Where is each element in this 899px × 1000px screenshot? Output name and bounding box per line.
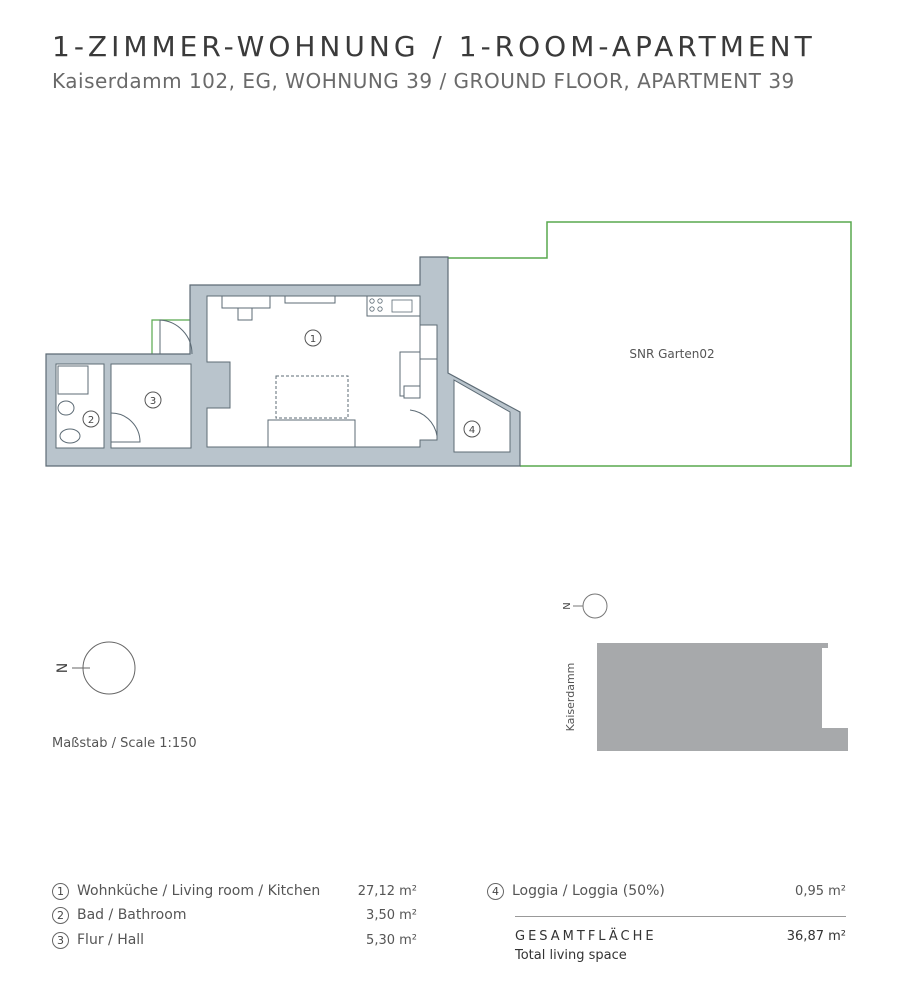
rug (276, 376, 348, 418)
legend-item (487, 883, 665, 900)
tv-unit (268, 420, 355, 447)
legend-area: 3,50 m² (366, 908, 417, 923)
garden-outline-left (152, 320, 190, 354)
legend-divider (515, 916, 846, 917)
legend-area: 5,30 m² (366, 933, 417, 948)
north-label: N (55, 662, 71, 674)
total-value: 36,87 m² (786, 929, 846, 944)
sideboard (222, 296, 270, 308)
washbasin (58, 401, 74, 415)
legend-number: 2 (52, 907, 69, 924)
legend-area: 27,12 m² (357, 884, 417, 899)
north-arrow (72, 642, 135, 694)
legend-label: Wohnküche / Living room / Kitchen (77, 883, 321, 899)
north-arrow-small (573, 594, 607, 618)
north-label-small: N (562, 602, 573, 610)
legend-number: 4 (487, 883, 504, 900)
page-title: 1-ZIMMER-WOHNUNG / 1-ROOM-APARTMENT (52, 30, 816, 63)
legend-label: Bad / Bathroom (77, 907, 187, 923)
legend-item (52, 883, 320, 900)
site-building (597, 643, 848, 751)
legend-item (52, 932, 144, 949)
room-number-2: 2 (87, 415, 95, 426)
legend-item (52, 907, 186, 924)
legend-number: 3 (52, 932, 69, 949)
toilet (60, 429, 80, 443)
page-subtitle: Kaiserdamm 102, EG, WOHNUNG 39 / GROUND FLOOR, APARTMENT 39 (52, 69, 795, 93)
shower (58, 366, 88, 394)
garden-label: SNR Garten02 (629, 347, 715, 361)
room-number-4: 4 (468, 425, 476, 436)
legend-number: 1 (52, 883, 69, 900)
total-sublabel: Total living space (515, 948, 627, 963)
entry-door (160, 320, 192, 354)
cabinet (420, 325, 437, 359)
total-label: GESAMTFLÄCHE (515, 929, 657, 944)
desk-chair (238, 308, 252, 320)
room-number-3: 3 (149, 396, 157, 407)
site-street-label: Kaiserdamm (564, 662, 577, 732)
legend-label: Loggia / Loggia (50%) (512, 883, 665, 899)
wall-shelf (285, 296, 335, 303)
chair-1 (404, 386, 420, 398)
legend-area: 0,95 m² (795, 884, 846, 899)
legend-label: Flur / Hall (77, 932, 145, 948)
room-number-1: 1 (309, 334, 317, 345)
scale-label: Maßstab / Scale 1:150 (52, 736, 197, 751)
